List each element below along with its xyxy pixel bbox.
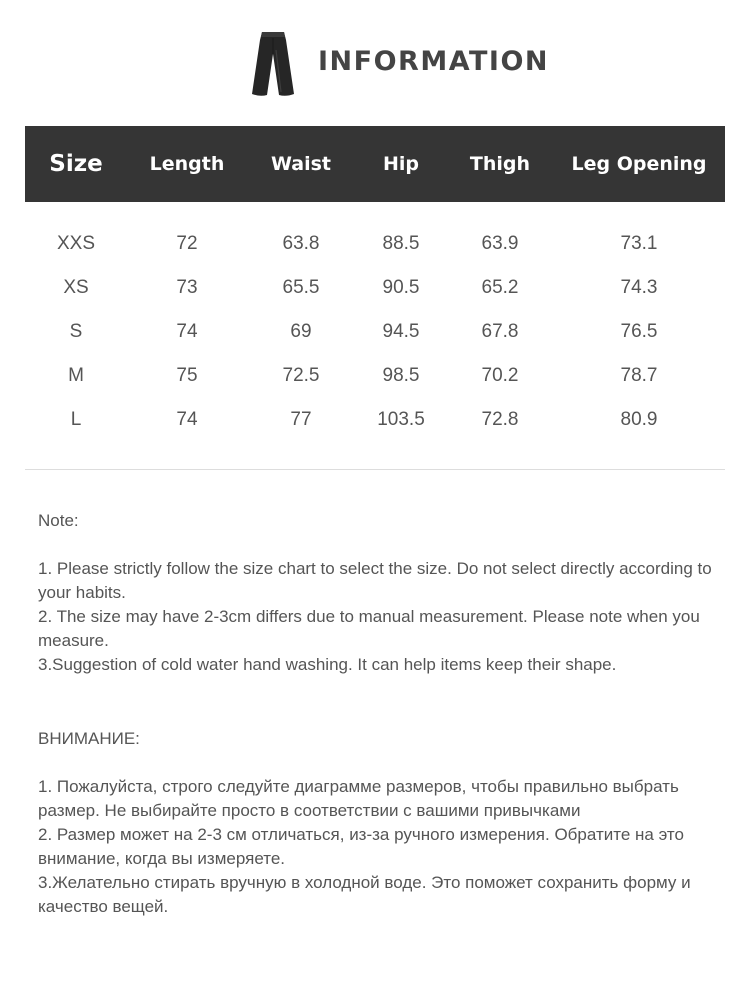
column-header-thigh: Thigh [469,153,531,175]
cell-leg-opening: 74.3 [620,277,658,298]
cell-size: XXS [56,233,96,254]
note-item: 1. Пожалуйста, строго следуйте диаграмме размеров, чтобы правильно выбрать размер. Не выбирайте просто в соответствии с вашими привычками [38,777,679,820]
notes-heading: Note: [38,511,79,530]
cell-length: 74 [176,321,198,342]
note-item: 1. Please strictly follow the size chart to select the size. Do not select directly according to your habits. [38,559,712,602]
page-title: INFORMATION [318,46,550,77]
section-divider [25,469,725,470]
cell-waist: 72.5 [282,365,320,386]
information-header [0,30,750,100]
cell-waist: 69 [290,321,312,342]
column-header-leg-opening: Leg Opening [571,153,707,175]
cell-leg-opening: 78.7 [620,365,658,386]
note-item: 3.Желательно стирать вручную в холодной воде. Это поможет сохранить форму и качество вещей. [38,873,691,916]
cell-thigh: 65.2 [481,277,519,298]
cell-length: 73 [176,277,198,298]
notes-russian [38,727,718,919]
cell-leg-opening: 73.1 [620,233,658,254]
cell-length: 72 [176,233,198,254]
cell-hip: 94.5 [382,321,420,342]
cell-size: L [70,409,82,430]
table-spacer [25,202,725,222]
cell-size: M [68,365,84,386]
cell-hip: 88.5 [382,233,420,254]
cell-length: 74 [176,409,198,430]
cell-hip: 98.5 [382,365,420,386]
column-header-hip: Hip [382,153,419,175]
cell-size: XS [63,277,89,298]
table-row [25,398,725,442]
size-chart-table [25,126,725,442]
note-item: 2. Размер может на 2-3 см отличаться, из-за ручного измерения. Обратите на это внимание, когда вы измеряете. [38,825,684,868]
cell-waist: 63.8 [282,233,320,254]
cell-size: S [69,321,83,342]
note-item: 2. The size may have 2-3cm differs due to manual measurement. Please note when you measure. [38,607,700,650]
cell-hip: 103.5 [377,409,425,430]
column-header-waist: Waist [270,153,331,175]
notes-heading: ВНИМАНИЕ: [38,729,140,748]
table-row [25,222,725,266]
column-header-size: Size [49,151,103,177]
table-row [25,266,725,310]
cell-length: 75 [176,365,198,386]
cell-thigh: 67.8 [481,321,519,342]
cell-thigh: 70.2 [481,365,519,386]
notes-english [38,509,718,677]
table-header-row [25,126,725,202]
cell-thigh: 72.8 [481,409,519,430]
table-row [25,310,725,354]
column-header-length: Length [149,153,225,175]
cell-leg-opening: 80.9 [620,409,658,430]
note-item: 3.Suggestion of cold water hand washing. It can help items keep their shape. [38,655,617,674]
cell-thigh: 63.9 [481,233,519,254]
table-row [25,354,725,398]
cell-waist: 65.5 [282,277,320,298]
cell-hip: 90.5 [382,277,420,298]
cell-leg-opening: 76.5 [620,321,658,342]
shorts-icon [250,30,296,98]
cell-waist: 77 [290,409,312,430]
